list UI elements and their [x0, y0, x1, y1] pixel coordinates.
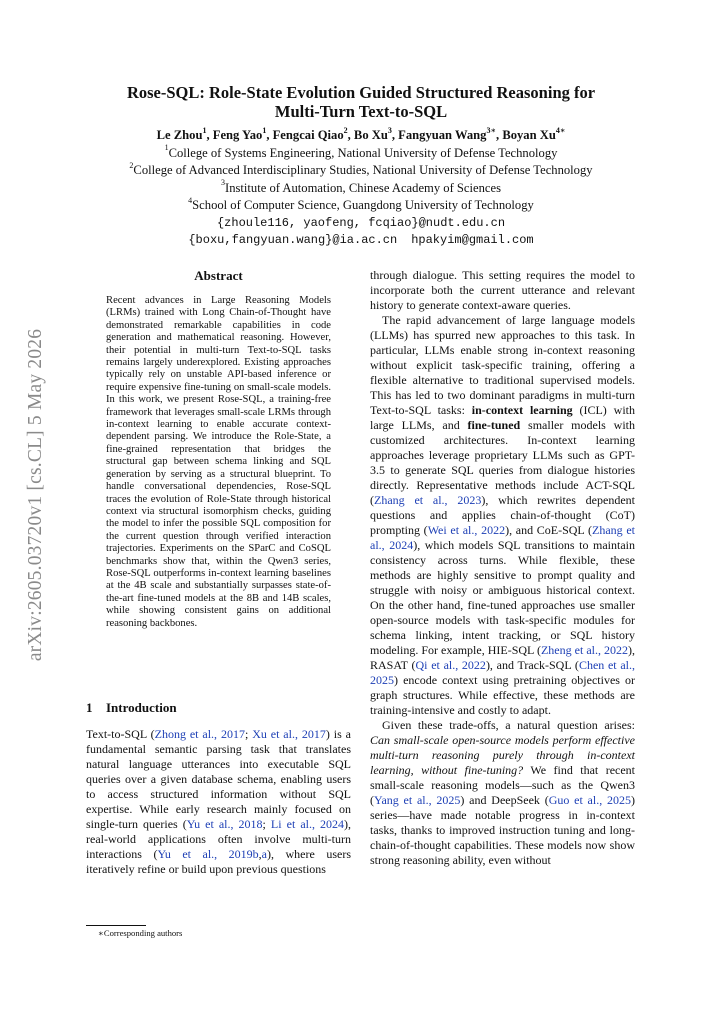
- body-text: We find that recent small-scale reasoning models—such as the Qwen3 (: [370, 763, 636, 807]
- affiliation-text: College of Advanced Interdisciplinary Studies, National University of Defense Technology: [133, 163, 593, 177]
- author-name: Fangyuan Wang: [398, 128, 487, 142]
- author-affil-mark: 2: [343, 125, 348, 135]
- body-text: ), which models SQL transitions to maintain consistency across turns. While flexible, these methods are highly sensitive to prompt quality and struggle with noisy or ambiguous historical context. On the other hand, fine-tuned approaches use smaller open-source models with task-specific modules for schema linking, intent tracking, or SQL history modeling. For example, HIE-SQL (: [370, 538, 635, 657]
- author-name: Feng Yao: [212, 128, 263, 142]
- citation-link[interactable]: Yang et al., 2025: [374, 793, 461, 807]
- body-text: ), which rewrites dependent questions and applies chain-of-thought (CoT) prompting (: [370, 493, 635, 537]
- affiliation-mark: 4: [188, 195, 193, 205]
- body-text: ), real-world applications often involve multi-turn interactions (: [86, 817, 352, 861]
- intro-paragraph-1-cont: [370, 268, 635, 313]
- body-text: ), and Track-SQL (: [485, 658, 579, 672]
- citation-link[interactable]: Qi et al., 2022: [415, 658, 486, 672]
- section-number: 1: [86, 700, 93, 715]
- body-text: smaller models with customized architectures. In-context learning approaches leverage proprietary LLMs such as GPT-3.5 to generate SQL queries from dialogue histories directly. Representative methods include ACT-SQL (: [370, 418, 635, 507]
- affiliation-text: School of Computer Science, Guangdong University of Technology: [192, 198, 534, 212]
- affiliation: [86, 162, 636, 180]
- affiliation-mark: 1: [164, 143, 169, 153]
- body-text: Text-to-SQL (: [86, 727, 155, 741]
- citation-link[interactable]: Guo et al., 2025: [548, 793, 631, 807]
- email-group-ia: {boxu,fangyuan.wang}@ia.ac.cn: [188, 233, 398, 247]
- affiliation: [86, 197, 636, 215]
- body-text: ), where users iteratively refine or build upon previous questions: [86, 847, 351, 876]
- body-text: The rapid advancement of large language models (LLMs) has spurred new approaches to this task. In particular, LLMs enable strong in-context reasoning without explicit task-specific training, offering a flexible alternative to traditional supervised models. This has led to two dominant paradigms in multi-turn Text-to-SQL tasks:: [370, 313, 635, 417]
- email-line-1: {zhoule116, yaofeng, fcqiao}@nudt.edu.cn: [216, 215, 506, 230]
- body-text: through dialogue. This setting requires the model to incorporate both the current utterance and relevant history to generate context-aware queries.: [370, 268, 635, 312]
- citation-link[interactable]: Chen et al., 2025: [370, 658, 635, 687]
- affiliation-mark: 2: [129, 160, 134, 170]
- citation-link[interactable]: Yu et al., 2019b: [157, 847, 259, 861]
- author-affil-mark: 3∗: [486, 125, 497, 135]
- citation-link[interactable]: Xu et al., 2017: [252, 727, 326, 741]
- affiliation: [86, 180, 636, 198]
- citation-link[interactable]: Zhang et al., 2023: [374, 493, 482, 507]
- affiliation-list: [86, 145, 636, 215]
- affiliation-mark: 3: [221, 178, 226, 188]
- body-text: ) and DeepSeek (: [460, 793, 549, 807]
- abstract-text: Recent advances in Large Reasoning Models (LRMs) trained with Long Chain-of-Thought have demonstrated remarkable capabilities in code generation and mathematical reasoning. However, their potential in multi-turn Text-to-SQL tasks remains largely underexplored. Existing approaches typically rely on unstable API-based inference or require expensive fine-tuning on small-scale models. In this work, we present Rose-SQL, a training-free framework that leverages small-scale LRMs through in-context learning to enable accurate context-dependent parsing. We introduce the Role-State, a fine-grained representation that bridges the structural gap between schema linking and SQL generation by serving as a structural blueprint. To handle conversational dependencies, Rose-SQL traces the evolution of Role-State through historical context via structural isomorphism checks, guiding the model to infer the possible SQL composition for the current question through verified interaction trajectories. Experiments on the SParC and CoSQL benchmarks show that, within the Qwen3 series, Rose-SQL outperforms in-context learning baselines at the 4B scale and substantially surpasses state-of-the-art fine-tuned models at the 8B and 14B scales, while showing consistent gains on additional reasoning backbones.: [106, 295, 331, 629]
- email-line-2: [86, 232, 636, 250]
- author-name: Bo Xu: [353, 128, 388, 142]
- bold-term: fine-tuned: [467, 418, 521, 432]
- author-affil-mark: 4∗: [555, 125, 566, 135]
- affiliation: [86, 145, 636, 163]
- footnote-rule: [86, 925, 146, 926]
- body-text: ) encode context using pretraining objectives or graph structures. While effective, these methods are training-intensive and costly to adapt.: [370, 673, 635, 717]
- author-name: Fengcai Qiao: [272, 128, 344, 142]
- footnote: ∗Corresponding authors: [98, 928, 183, 938]
- body-text: ), and CoE-SQL (: [505, 523, 592, 537]
- author-list: Le Zhou$^1$, Feng Yao$^1$, Fengcai Qiao$^2$, Bo Xu$^3$, Fangyuan Wang$^{3∗}$, Boyan $Xu^{4∗}$: [156, 125, 566, 142]
- citation-link[interactable]: Wei et al., 2022: [427, 523, 506, 537]
- arxiv-stamp: arXiv:2605.03720v1 [cs.CL] 5 May 2026: [25, 328, 46, 662]
- affiliation-text: College of Systems Engineering, National University of Defense Technology: [168, 145, 558, 160]
- body-text: (ICL) with large LLMs, and: [370, 403, 635, 432]
- affiliation-text: Institute of Automation, Chinese Academy of Sciences: [225, 180, 501, 195]
- author-name: Boyan Xu: [502, 128, 556, 142]
- bold-term: in-context learning: [471, 403, 573, 417]
- body-text: ), RASAT (: [370, 643, 635, 672]
- body-text: ) series—have made notable progress in in-context tasks, thanks to improved instruction tuning and long-chain-of-thought capabilities. These models now show strong reasoning ability, even without: [370, 793, 635, 867]
- intro-paragraph-3: [370, 718, 635, 868]
- abstract-heading: Abstract: [194, 268, 243, 283]
- citation-link[interactable]: Zheng et al., 2022: [540, 643, 628, 657]
- citation-link[interactable]: Zhang et al., 2024: [370, 523, 635, 552]
- author-affil-mark: 1: [202, 125, 207, 135]
- body-text: ) is a fundamental semantic parsing task that translates natural language utterances into executable SQL queries over a given database schema, enabling users to access structured information without SQL expertise. While early research mainly focused on single-turn queries (: [86, 727, 351, 831]
- citation-link[interactable]: a: [261, 847, 267, 861]
- body-text: ;: [244, 727, 253, 741]
- body-text: Given these trade-offs, a natural question arises:: [382, 718, 635, 732]
- title-line-1: Rose-SQL: Role-State Evolution Guided Structured Reasoning for: [126, 83, 596, 102]
- body-text: ,: [258, 847, 262, 861]
- author-name: Le Zhou: [156, 128, 203, 142]
- intro-left-column: [86, 727, 351, 877]
- citation-link[interactable]: Yu et al., 2018: [186, 817, 263, 831]
- intro-paragraph-1: [86, 727, 351, 877]
- body-text: ;: [262, 817, 271, 831]
- intro-right-column: [370, 268, 635, 868]
- author-affil-mark: 3: [387, 125, 392, 135]
- citation-link[interactable]: Zhong et al., 2017: [154, 727, 245, 741]
- title-line-2: Multi-Turn Text-to-SQL: [274, 102, 448, 121]
- abstract-body: [106, 295, 331, 630]
- intro-paragraph-2: [370, 313, 635, 718]
- section-title: Introduction: [106, 700, 177, 715]
- research-question: Can small-scale open-source models perform effective multi-turn reasoning purely through in-context learning, without fine-tuning?: [370, 733, 635, 777]
- author-affil-mark: 1: [262, 125, 267, 135]
- author-block: [86, 127, 636, 250]
- email-gmail: hpakyim@gmail.com: [411, 233, 534, 247]
- section-heading: [86, 700, 177, 716]
- citation-link[interactable]: Li et al., 2024: [270, 817, 345, 831]
- paper-title: [86, 83, 636, 121]
